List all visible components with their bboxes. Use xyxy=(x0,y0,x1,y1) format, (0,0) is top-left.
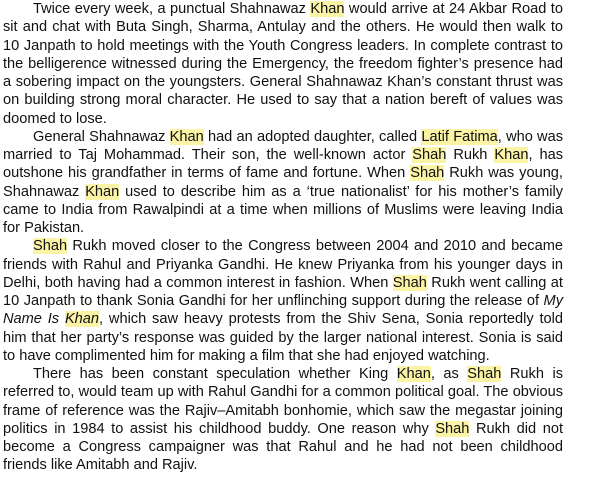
paragraph-2 xyxy=(3,128,563,238)
highlighted-term: Khan xyxy=(494,147,529,163)
highlighted-term: Khan xyxy=(64,311,100,328)
highlighted-term: Latif Fatima xyxy=(421,128,498,145)
text-run: Twice every week, a punctual Shahnawaz xyxy=(33,1,311,17)
highlighted-term: Shah xyxy=(33,238,68,255)
text-run: My Name Is xyxy=(3,293,563,328)
highlighted-term: Shah xyxy=(410,165,445,182)
text-run: , has outshone his grandfather in terms of fame and fortune. When xyxy=(3,147,563,182)
text-run: General Shahnawaz xyxy=(33,128,170,145)
highlighted-term: Shah xyxy=(412,147,447,163)
highlighted-term: Shah xyxy=(467,366,502,382)
highlighted-term: Khan xyxy=(310,1,345,17)
highlighted-term: Khan xyxy=(169,128,204,145)
highlighted-term: Khan xyxy=(85,183,120,200)
text-run: Rukh did not become a Congress campaigner was that Rahul and he had not been childhood friends like Amitabh and Rajiv. xyxy=(3,420,563,474)
text-run: Rukh xyxy=(446,147,495,163)
text-run: , as xyxy=(430,366,468,382)
paragraph-1 xyxy=(3,0,563,128)
text-run: Rukh went calling at 10 Janpath to thank Sonia Gandhi for her unflinching support during the release of xyxy=(3,274,563,309)
text-run: There has been constant speculation whether King xyxy=(33,366,397,382)
paragraph-3 xyxy=(3,237,563,365)
text-run: Rukh is referred to, would team up with Rahul Gandhi for a common political goal. The obvious frame of reference was the Rajiv–Amitabh bonhomie, which saw the megastar joining politics in 1984 to assist his childhood buddy. One reason why xyxy=(3,366,563,437)
paragraph-4 xyxy=(3,365,563,475)
text-run: Rukh moved closer to the Congress between 2004 and 2010 and became friends with Rahul and Priyanka Gandhi. He knew Priyanka from his younger days in Delhi, both having had a common interest in fashion. When xyxy=(3,238,563,291)
text-run: used to describe him as a ‘true nationalist’ for his mother’s family came to India from Rawalpindi at a time when millions of Muslims were leaving India for Pakistan. xyxy=(3,183,564,236)
highlighted-term: Shah xyxy=(435,420,470,437)
text-run: , which saw heavy protests from the Shiv Sena, Sonia reportedly told him that her party’s response was guided by the larger national interest. Sonia is said to have complimented him for making a film that she had enjoyed watching. xyxy=(3,311,564,364)
text-run: , who was married to Taj Mohammad. Their son, the well-known actor xyxy=(3,128,564,163)
text-run: would arrive at 24 Akbar Road to sit and chat with Buta Singh, Sharma, Antulay and the others. He would then walk to 10 Janpath to hold meetings with the Youth Congress leaders. In complete contrast to the belligerence witnessed during the Emergency, the freedom fighter’s presence had a sobering impact on the youngsters. General Shahnawaz Khan’s constant thrust was on building strong moral character. He used to say that a nation bereft of values was doomed to lose. xyxy=(3,1,563,127)
text-run: Rukh was young, Shahnawaz xyxy=(3,165,563,200)
text-run: had an adopted daughter, called xyxy=(203,128,422,145)
highlighted-term: Shah xyxy=(392,274,427,291)
highlighted-term: Khan xyxy=(396,366,431,382)
